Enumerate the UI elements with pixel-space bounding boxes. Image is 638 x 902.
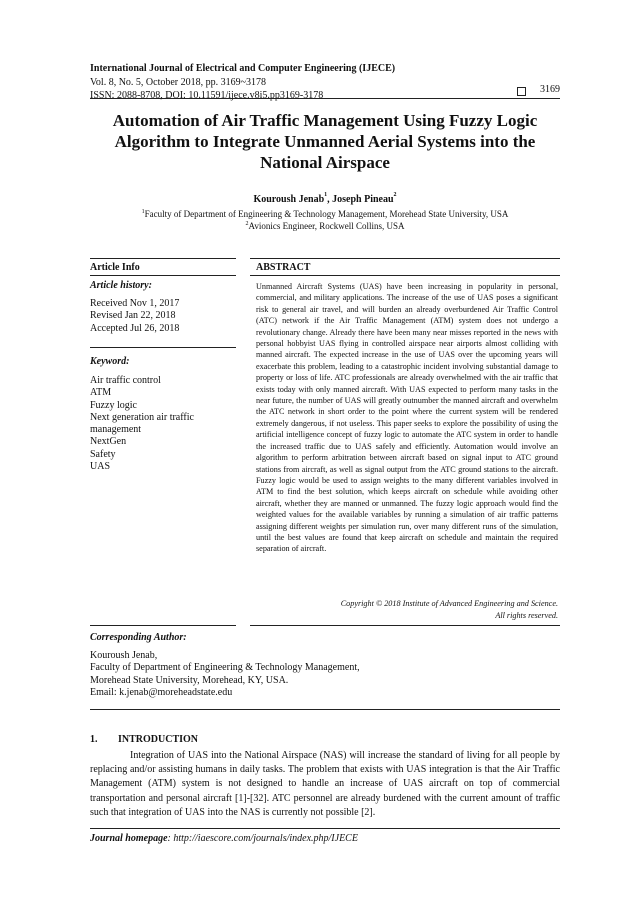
affiliation-1-sup: 1	[141, 209, 145, 215]
keyword-item: UAS	[90, 461, 111, 473]
corresponding-name: Kouroush Jenab,	[90, 650, 158, 661]
article-info-bottom-rule	[90, 625, 236, 626]
introduction-text: Integration of UAS into the National Airspace (NAS) will increase the standard of living for all people by replacing and/or assisting humans in daily tasks. The problem that exists with UAS integration is that the Air Traffic Management (ATM) system is not designed to handle an increase of UAS aircraft on top of commercial transportation and personal aircraft [1]-[32]. ATC personnel are already burdened with the current amount of traffic such that integration of UAS into the NAS is currently not possible [2].	[90, 750, 560, 818]
abstract-heading: ABSTRACT	[256, 262, 311, 273]
corresponding-email: Email: k.jenab@moreheadstate.edu	[90, 686, 233, 698]
history-heading: Article history:	[90, 280, 152, 291]
author-2-sup: 2	[393, 192, 397, 198]
keyword-item: Next generation air traffic	[90, 411, 194, 423]
history-revised: Revised Jan 22, 2018	[90, 310, 176, 322]
keyword-item: Air traffic control	[90, 375, 161, 386]
affiliation-2-text: Avionics Engineer, Rockwell Collins, USA	[248, 221, 405, 231]
affiliation-1-text: Faculty of Department of Engineering & Technology Management, Morehead State University, USA	[144, 209, 509, 219]
article-info-heading: Article Info	[90, 262, 140, 273]
author-1: Kouroush Jenab	[253, 194, 325, 205]
keyword-heading: Keyword:	[90, 356, 130, 367]
abstract-top-rule	[250, 258, 560, 259]
keyword-item: Fuzzy logic	[90, 399, 137, 411]
homepage-separator: :	[167, 833, 174, 844]
keyword-item: ATM	[90, 387, 112, 399]
abstract-heading-rule	[250, 275, 560, 276]
article-info-heading-rule	[90, 275, 236, 276]
affiliation-2-sup: 2	[245, 221, 249, 227]
keyword-item: management	[90, 424, 142, 436]
copyright-notice	[256, 598, 558, 621]
journal-header	[90, 62, 395, 103]
abstract-bottom-rule	[250, 625, 560, 626]
affiliation-1	[60, 208, 590, 220]
volume-line: Vol. 8, No. 5, October 2018, pp. 3169~3178	[90, 76, 267, 88]
homepage-label: Journal homepage	[90, 833, 168, 844]
affiliation-2	[60, 220, 590, 232]
introduction-heading: INTRODUCTION	[118, 734, 199, 745]
issn-line: ISSN: 2088-8708, DOI: 10.11591/ijece.v8i5.pp3169-3178	[90, 90, 324, 101]
page-marker-icon	[517, 87, 526, 96]
introduction-number: 1.	[90, 734, 98, 745]
keyword-item: NextGen	[90, 436, 127, 448]
keyword-item: Safety	[90, 448, 116, 460]
corresponding-heading: Corresponding Author:	[90, 632, 187, 643]
page-number: 3169	[540, 84, 560, 95]
corresponding-block	[90, 650, 360, 699]
copyright-line-2: All rights reserved.	[495, 610, 558, 620]
author-line	[90, 194, 560, 205]
footer-rule	[90, 828, 560, 829]
copyright-line-1: Copyright © 2018 Institute of Advanced Engineering and Science.	[340, 599, 558, 608]
header-rule	[90, 98, 560, 99]
keyword-list	[90, 375, 194, 473]
paper-title: Automation of Air Traffic Management Using Fuzzy Logic Algorithm to Integrate Unmanned Aerial Systems into the National Airspace	[112, 111, 538, 172]
author-separator: ,	[327, 194, 333, 205]
journal-name: International Journal of Electrical and Computer Engineering (IJECE)	[90, 63, 396, 74]
history-accepted: Accepted Jul 26, 2018	[90, 322, 180, 334]
journal-homepage	[90, 833, 358, 844]
author-2: Joseph Pineau	[332, 194, 394, 205]
author-1-sup: 1	[324, 192, 328, 198]
corresponding-dept: Faculty of Department of Engineering & Technology Management,	[90, 662, 360, 674]
history-received: Received Nov 1, 2017	[90, 298, 180, 309]
history-rule	[90, 347, 236, 348]
corresponding-university: Morehead State University, Morehead, KY, USA.	[90, 674, 289, 686]
article-info-top-rule	[90, 258, 236, 259]
homepage-link[interactable]: http://iaescore.com/journals/index.php/IJECE	[173, 833, 358, 844]
history-list	[90, 298, 179, 335]
corresponding-rule	[90, 709, 560, 710]
abstract-text: Unmanned Aircraft Systems (UAS) have been increasing in popularity in personal, commercial, and military applications. The increase of the use of UAS poses a significant risk to general air travel, and will burden an already overburdened Air Traffic Control (ATC) network if the Air Traffic Management (ATM) system does not undergo a revolutionary change. Already there have been many near misses reported in the news with personal hobbyist UAS flying in controlled airspace near airports almost colliding with manned aircraft. The expected increase in the use of UAS over the upcoming years will exacerbate this problem, leading to a catastrophic incident involving substantial damage to property or loss of life. ATC professionals are already overwhelmed with the air traffic that exists today with only manned aircraft. With UAS expected to perform many tasks in the near future, the number of UAS will greatly outnumber the manned aircraft and overwhelm the ATC network in short order to the point where the current system will be rendered extremely dangerous, if not useless. This paper seeks to explore the possibility of using the artificial intelligence concept of fuzzy logic to automate the ATC system in order to handle the increased traffic due to UAS safely and efficiently. Automation would involve an algorithm to perform arbitration between aircraft based on signal input to ATC ground stations from aircraft, as well as signal output from the ATC ground stations to the aircraft. Fuzzy logic would be used to assign weights to the many different variables involved in ATM to find the best solution, which keeps aircraft on schedule while avoiding other aircraft, whether they are manned or unmanned. The fuzzy logic approach would find the weighted values for the available variables by running a simulation of air traffic patterns assigning different weights per simulation run, over many different runs of the simulation, until the best values are found that keep aircraft on schedule and maintain the required separation of aircraft.	[256, 282, 558, 554]
